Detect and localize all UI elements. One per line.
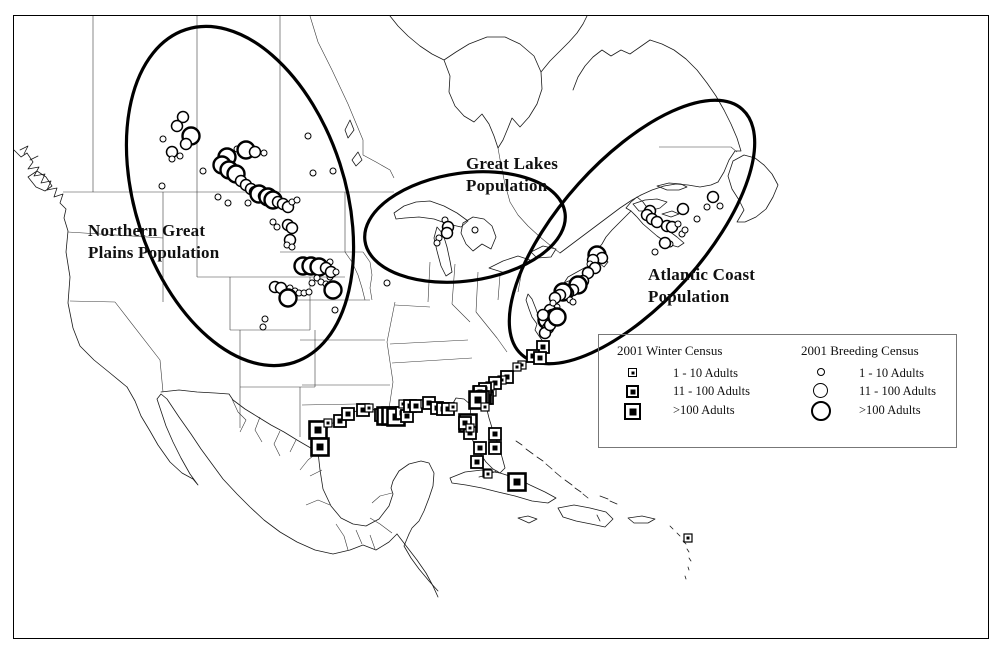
- breeding-site-marker: [225, 200, 231, 206]
- winter-site-marker: [410, 400, 422, 412]
- winter-site-marker: [312, 439, 329, 456]
- atlantic-coast-label-line2: Population: [648, 287, 730, 306]
- breeding-site-marker: [570, 299, 576, 305]
- winter-medium-symbol-dot: [630, 389, 635, 394]
- great-plains-label: [88, 220, 219, 264]
- breeding-site-marker: [250, 147, 261, 158]
- breeding-site-marker: [294, 197, 300, 203]
- breeding-site-marker: [538, 310, 549, 321]
- breeding-site-marker: [310, 170, 316, 176]
- breeding-site-marker: [333, 269, 339, 275]
- great-lakes-layer: [345, 120, 559, 276]
- breeding-site-marker: [472, 227, 478, 233]
- winter-site-marker: [324, 419, 332, 427]
- great-plains-label-line2: Plains Population: [88, 243, 220, 262]
- winter-site-marker: [484, 470, 492, 478]
- breeding-site-marker: [169, 156, 175, 162]
- breeding-site-marker: [245, 200, 251, 206]
- breeding-census-legend-title: 2001 Breeding Census: [801, 343, 919, 358]
- great-lakes-label-line2: Population: [466, 176, 548, 195]
- winter-site-marker: [534, 352, 546, 364]
- breeding-site-marker: [289, 244, 295, 250]
- breeding-site-marker: [717, 203, 723, 209]
- breeding-site-marker: [305, 133, 311, 139]
- breeding-site-marker: [678, 204, 689, 215]
- winter-site-marker: [513, 363, 521, 371]
- breeding-site-marker: [550, 300, 556, 306]
- breeding-site-marker: [262, 316, 268, 322]
- winter-site-marker: [489, 442, 501, 454]
- breeding-site-marker: [330, 168, 336, 174]
- winter-small-symbol: [628, 368, 637, 377]
- breeding-site-marker: [704, 204, 710, 210]
- breeding-site-marker: [442, 228, 453, 239]
- great-plains-label-line1: Northern Great: [88, 221, 206, 240]
- breeding-site-marker: [309, 280, 315, 286]
- breeding-site-marker: [177, 153, 183, 159]
- winter-site-marker: [684, 534, 692, 542]
- legend-box: [598, 334, 957, 448]
- breeding-small-symbol: [817, 368, 825, 376]
- winter-site-marker: [342, 408, 354, 420]
- breeding-site-marker: [159, 183, 165, 189]
- breeding-site-marker: [215, 194, 221, 200]
- breeding-site-marker: [306, 289, 312, 295]
- winter-small-symbol-dot: [631, 371, 634, 374]
- great-lakes-label: [466, 153, 558, 197]
- breeding-site-marker: [160, 136, 166, 142]
- winter-large-symbol: [624, 403, 641, 420]
- winter-site-marker: [471, 456, 483, 468]
- winter-site-marker: [449, 403, 457, 411]
- breeding-site-marker: [332, 307, 338, 313]
- winter-large-symbol-dot: [629, 408, 636, 415]
- breeding-small-label: 1 - 10 Adults: [859, 366, 924, 380]
- breeding-medium-symbol: [813, 383, 828, 398]
- breeding-large-symbol: [811, 401, 831, 421]
- winter-site-marker: [365, 404, 373, 412]
- breeding-site-marker: [708, 192, 719, 203]
- breeding-site-marker: [549, 309, 566, 326]
- breeding-site-marker: [660, 238, 671, 249]
- winter-medium-symbol: [626, 385, 639, 398]
- winter-medium-label: 11 - 100 Adults: [673, 384, 750, 398]
- winter-site-marker: [481, 403, 489, 411]
- breeding-site-marker: [675, 221, 681, 227]
- breeding-site-marker: [261, 150, 267, 156]
- great-lakes-label-line1: Great Lakes: [466, 154, 559, 173]
- breeding-site-marker: [200, 168, 206, 174]
- winter-large-label: >100 Adults: [673, 403, 735, 417]
- breeding-site-marker: [172, 121, 183, 132]
- breeding-site-marker: [652, 249, 658, 255]
- atlantic-coast-label-line1: Atlantic Coast: [648, 265, 756, 284]
- breeding-site-marker: [274, 224, 280, 230]
- breeding-site-marker: [280, 290, 297, 307]
- breeding-site-marker: [181, 139, 192, 150]
- breeding-medium-label: 11 - 100 Adults: [859, 384, 936, 398]
- breeding-site-marker: [260, 324, 266, 330]
- breeding-large-label: >100 Adults: [859, 403, 921, 417]
- breeding-site-marker: [682, 227, 688, 233]
- breeding-site-marker: [384, 280, 390, 286]
- winter-site-marker: [509, 474, 526, 491]
- winter-small-label: 1 - 10 Adults: [673, 366, 738, 380]
- breeding-site-marker: [694, 216, 700, 222]
- winter-site-marker: [466, 424, 474, 432]
- atlantic-coast-label: [648, 264, 755, 308]
- breeding-site-marker: [287, 223, 298, 234]
- winter-site-marker: [489, 428, 501, 440]
- breeding-site-marker: [434, 240, 440, 246]
- winter-census-legend-title: 2001 Winter Census: [617, 343, 723, 358]
- winter-site-marker: [474, 442, 486, 454]
- breeding-site-marker: [325, 282, 342, 299]
